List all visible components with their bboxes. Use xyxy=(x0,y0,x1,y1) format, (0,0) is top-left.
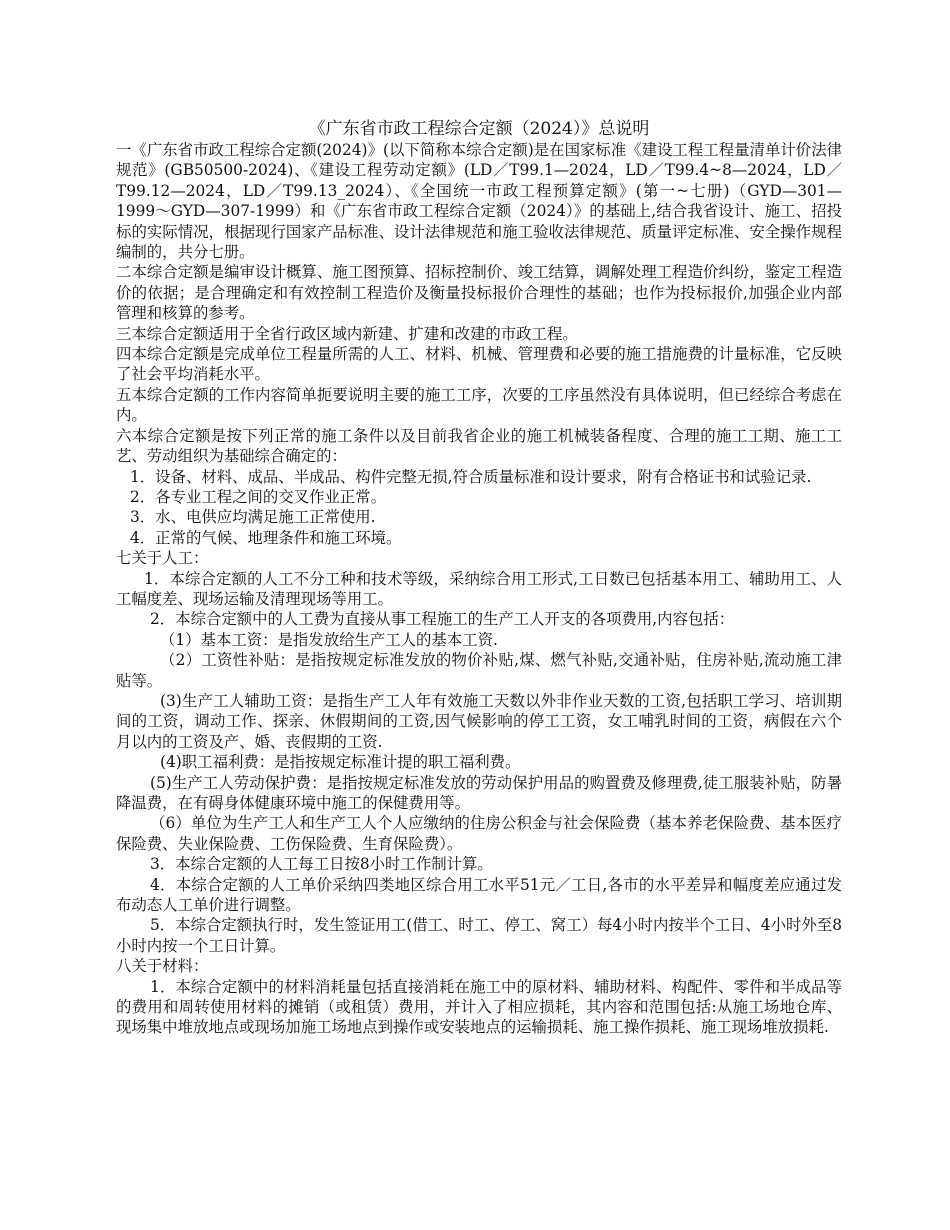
labor-item-5: 5．本综合定额执行时，发生签证用工(借工、时工、停工、窝工）每4小时内按半个工日、4小时外至8小时内按一个工日计算。 xyxy=(116,916,842,955)
condition-item-1: 1．设备、材料、成品、半成品、构件完整无损,符合质量标准和设计要求，附有合格证书和试验记录. xyxy=(130,467,812,486)
labor-subitem-1: （1）基本工资：是指发放给生产工人的基本工资. xyxy=(160,630,498,649)
section-7-heading: 七关于人工： xyxy=(116,549,209,568)
paragraph-2-purpose: 二本综合定额是编审设计概算、施工图预算、招标控制价、竣工结算，调解处理工程造价纠纷，鉴定工程造价的依据；是合理确定和有效控制工程造价及衡量投标报价合理性的基础；也作为投标报价,加强企业内部管理和核算的参考。 xyxy=(116,263,842,323)
paragraph-6-conditions: 六本综合定额是按下列正常的施工条件以及目前我省企业的施工机械装备程度、合理的施工工期、施工工艺、劳动组织为基础综合确定的： xyxy=(116,426,842,466)
labor-subitem-2: （2）工资性补贴：是指按规定标准发放的物价补贴,煤、燃气补贴,交通补贴，住房补贴,流动施工津贴等。 xyxy=(116,651,842,690)
labor-subitem-3: (3)生产工人辅助工资：是指生产工人年有效施工天数以外非作业天数的工资,包括职工学习、培训期间的工资，调动工作、探亲、休假期间的工资,因气候影响的停工工资，女工哺乳时间的工资，病假在六个月以内的工资及产、婚、丧假期的工资. xyxy=(116,691,842,751)
paragraph-1-basis: 一《广东省市政工程综合定额(2024)》(以下简称本综合定额)是在国家标准《建设工程工程量清单计价法律规范》(GB50500-2024)、《建设工程劳动定额》(LD／T99.1—2024，LD／T99.4~8—2024，LD／T99.12—2024，LD／T99.13_2024）、《全国统一市政工程预算定额》(第一~七册)（GYD—301—1999～GYD—307-1999）和《广东省市政工程综合定额（2024）》的基础上,结合我省设计、施工、招投标的实际情况，根据现行国家产品标准、设计法律规范和施工验收法律规范、质量评定标准、安全操作规程编制的，共分七册。 xyxy=(116,141,842,262)
labor-item-3: 3．本综合定额的人工每工日按8小时工作制计算。 xyxy=(150,855,493,874)
labor-subitem-6: （6）单位为生产工人和生产工人个人应缴纳的住房公积金与社会保险费（基本养老保险费、基本医疗保险费、失业保险费、工伤保险费、生育保险费）。 xyxy=(116,814,842,853)
paragraph-5-work-content: 五本综合定额的工作内容简单扼要说明主要的施工工序，次要的工序虽然没有具体说明，但已经综合考虑在内。 xyxy=(116,385,842,425)
labor-subitem-4: (4)职工福利费：是指按规定标准计提的职工福利费。 xyxy=(160,753,521,772)
condition-item-4: 4．正常的气候、地理条件和施工环境。 xyxy=(130,528,402,547)
condition-item-2: 2．各专业工程之间的交叉作业正常。 xyxy=(130,487,387,506)
document-title: 《广东省市政工程综合定额（2024）》总说明 xyxy=(308,119,650,139)
section-8-heading: 八关于材料： xyxy=(116,957,209,976)
document-page xyxy=(116,118,842,1038)
paragraph-4-standard: 四本综合定额是完成单位工程量所需的人工、材料、机械、管理费和必要的施工措施费的计量标准，它反映了社会平均消耗水平。 xyxy=(116,345,842,384)
labor-item-4: 4．本综合定额的人工单价采纳四类地区综合用工水平51元／工日,各市的水平差异和幅度差应通过发布动态人工单价进行调整。 xyxy=(116,875,842,915)
material-item-1: 1．本综合定额中的材料消耗量包括直接消耗在施工中的原材料、辅助材料、构配件、零件和半成品等的费用和周转使用材料的摊销（或租赁）费用，并计入了相应损耗，其内容和范围包括:从施工场地仓库、现场集中堆放地点或现场加施工场地点到操作或安装地点的运输损耗、施工操作损耗、施工现场堆放损耗. xyxy=(116,977,842,1037)
labor-item-1: 1．本综合定额的人工不分工种和技术等级，采纳综合用工形式,工日数已包括基本用工、辅助用工、人工幅度差、现场运输及清理现场等用工。 xyxy=(116,569,842,608)
labor-item-2: 2．本综合定额中的人工费为直接从事工程施工的生产工人开支的各项费用,内容包括： xyxy=(150,610,735,629)
condition-item-3: 3．水、电供应均满足施工正常使用. xyxy=(130,508,376,527)
paragraph-3-scope: 三本综合定额适用于全省行政区域内新建、扩建和改建的市政工程。 xyxy=(116,324,578,343)
labor-subitem-5: (5)生产工人劳动保护费：是指按规定标准发放的劳动保护用品的购置费及修理费,徒工服装补贴，防暑降温费，在有碍身体健康环境中施工的保健费用等。 xyxy=(116,773,842,812)
